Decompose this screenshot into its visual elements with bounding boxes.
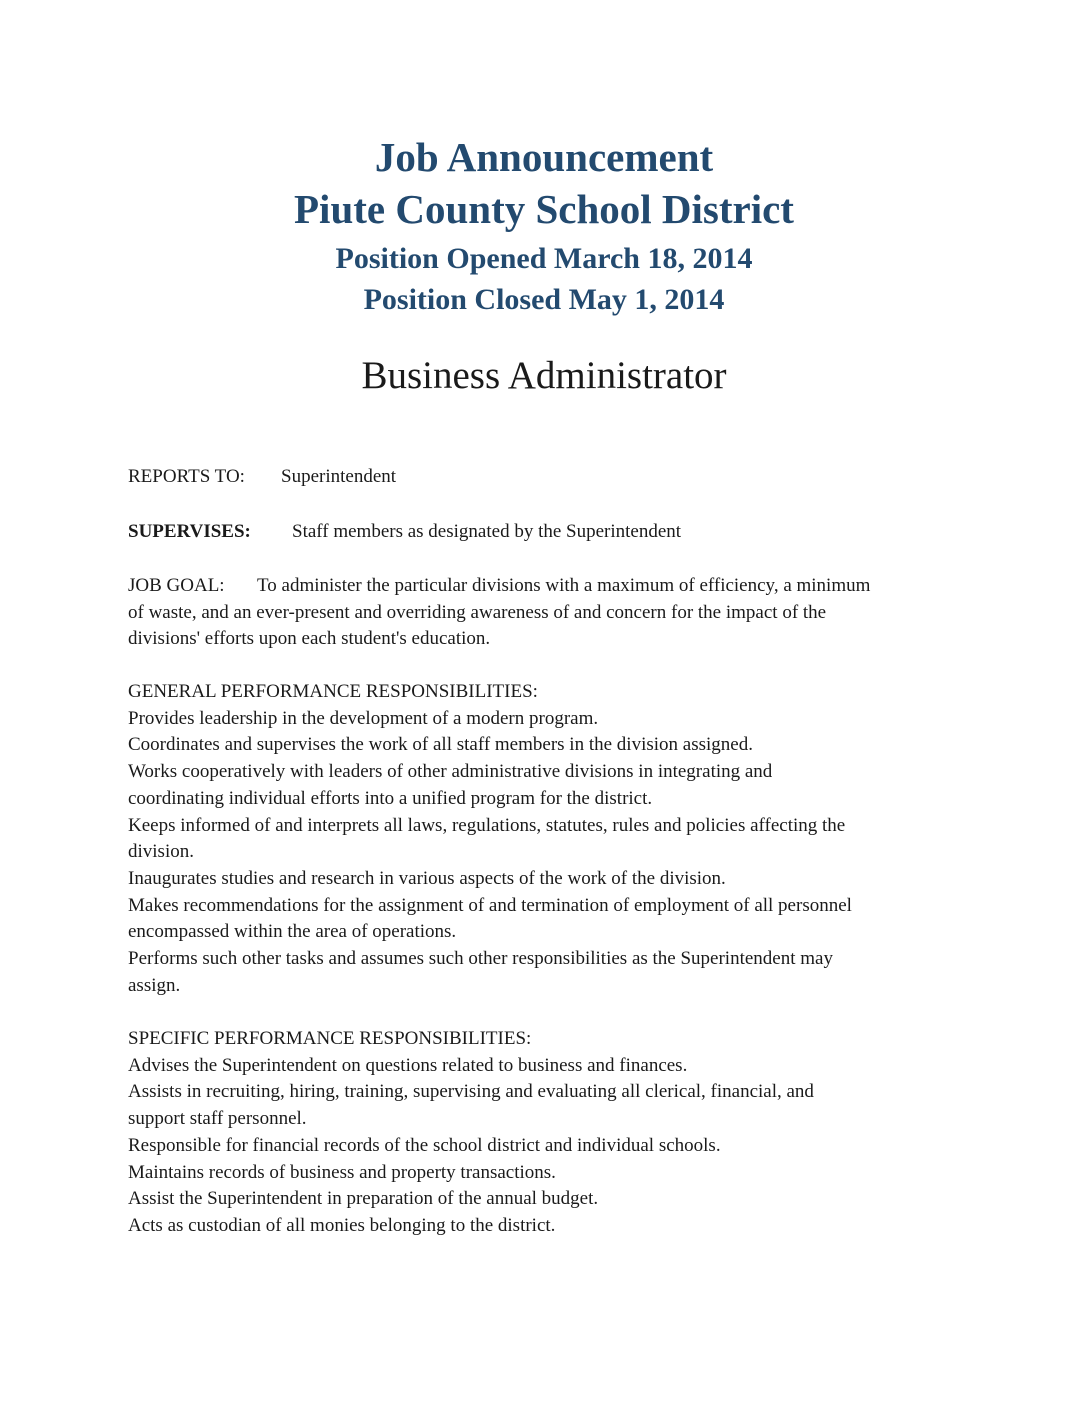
reports-to-label: REPORTS TO: — [128, 466, 245, 487]
specific-responsibility-line: Responsible for financial records of the school district and individual schools. — [128, 1134, 721, 1156]
general-responsibilities-heading: GENERAL PERFORMANCE RESPONSIBILITIES: — [128, 681, 538, 702]
reports-to-value: Superintendent — [281, 466, 397, 487]
general-responsibility-line: Coordinates and supervises the work of all staff members in the division assigned. — [128, 734, 753, 756]
job-goal-line: To administer the particular divisions with a maximum of efficiency, a minimum — [257, 575, 871, 596]
supervises-label: SUPERVISES: — [128, 521, 251, 542]
general-responsibility-line: Makes recommendations for the assignment of and termination of employment of all personnel — [128, 894, 852, 916]
job-goal-line: divisions' efforts upon each student's education. — [128, 628, 491, 650]
general-responsibilities-section — [128, 679, 958, 999]
job-goal-line: of waste, and an ever-present and overriding awareness of and concern for the impact of the — [128, 601, 827, 623]
position-title: Business Administrator — [361, 354, 727, 397]
general-responsibility-line: assign. — [128, 974, 181, 996]
specific-responsibility-line: Assist the Superintendent in preparation of the annual budget. — [128, 1188, 599, 1210]
district-name: Piute County School District — [294, 186, 794, 232]
supervises-section — [128, 519, 958, 546]
general-responsibility-line: Inaugurates studies and research in various aspects of the work of the division. — [128, 867, 726, 889]
general-responsibility-line: encompassed within the area of operations. — [128, 921, 457, 943]
position-opened-date: Position Opened March 18, 2014 — [335, 242, 753, 275]
reports-to-section — [128, 464, 958, 491]
general-responsibility-line: division. — [128, 841, 194, 863]
general-responsibility-line: Performs such other tasks and assumes such other responsibilities as the Superintendent may — [128, 948, 833, 970]
general-responsibility-line: Provides leadership in the development of a modern program. — [128, 707, 599, 729]
specific-responsibility-line: Acts as custodian of all monies belonging to the district. — [128, 1214, 556, 1236]
job-goal-label: JOB GOAL: — [128, 575, 225, 596]
announcement-title: Job Announcement — [374, 134, 714, 180]
specific-responsibility-line: Maintains records of business and property transactions. — [128, 1161, 556, 1183]
supervises-value: Staff members as designated by the Superintendent — [292, 521, 682, 542]
specific-responsibility-line: Advises the Superintendent on questions related to business and finances. — [128, 1054, 688, 1076]
position-closed-date: Position Closed May 1, 2014 — [363, 283, 725, 316]
specific-responsibilities-heading: SPECIFIC PERFORMANCE RESPONSIBILITIES: — [128, 1028, 532, 1049]
general-responsibility-line: Keeps informed of and interprets all laws, regulations, statutes, rules and policies affecting the — [128, 814, 846, 836]
general-responsibility-line: Works cooperatively with leaders of other administrative divisions in integrating and — [128, 761, 773, 783]
specific-responsibility-line: Assists in recruiting, hiring, training, supervising and evaluating all clerical, financial, and — [128, 1081, 814, 1103]
job-goal-section — [128, 573, 958, 653]
specific-responsibilities-section — [128, 1026, 958, 1240]
general-responsibility-line: coordinating individual efforts into a unified program for the district. — [128, 787, 653, 809]
specific-responsibility-line: support staff personnel. — [128, 1108, 307, 1130]
